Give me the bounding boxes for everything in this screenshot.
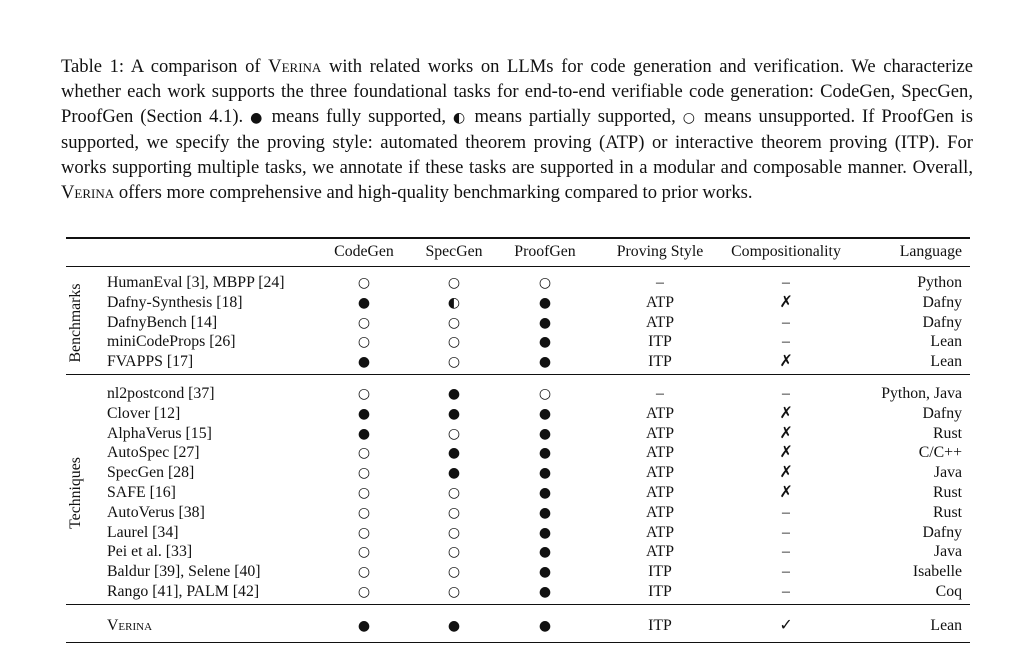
language: Rust: [933, 424, 962, 442]
compositionality: –: [782, 313, 790, 331]
proving-style: ATP: [645, 543, 675, 561]
language: Java: [933, 464, 962, 482]
row-name: FVAPPS [17]: [107, 353, 194, 371]
proofgen-mark: ●: [538, 294, 552, 311]
codegen-mark: ○: [357, 584, 371, 600]
proofgen-mark: ●: [538, 544, 552, 561]
codegen-mark: ○: [357, 485, 371, 501]
compositionality: ✗: [779, 293, 793, 311]
caption-text-3: means fully supported,: [271, 105, 447, 127]
specgen-mark: ○: [447, 354, 461, 371]
table-row: [66, 483, 970, 503]
codegen-mark: ○: [357, 465, 371, 482]
row-name: Dafny-Synthesis [18]: [107, 293, 243, 311]
row-name: SpecGen [28]: [107, 464, 195, 482]
proving-style: ATP: [645, 293, 675, 311]
header-specgen: SpecGen: [425, 243, 483, 260]
table-row: [66, 293, 970, 313]
codegen-mark: ○: [357, 564, 371, 581]
specgen-mark: ●: [447, 445, 461, 462]
language: Isabelle: [912, 563, 962, 581]
proofgen-mark: ●: [538, 445, 552, 462]
table-row: [66, 313, 970, 333]
specgen-mark: ○: [447, 564, 461, 581]
header-compositionality: Compositionality: [731, 243, 841, 260]
proofgen-mark: ●: [538, 314, 552, 331]
header-language: Language: [899, 243, 962, 260]
specgen-mark: ○: [447, 544, 461, 561]
table-row: [66, 424, 970, 444]
table-row: [66, 404, 970, 424]
row-name: Laurel [34]: [107, 523, 179, 541]
language: Lean: [930, 333, 962, 351]
proving-style: ATP: [645, 444, 675, 462]
header-proofgen: ProofGen: [514, 243, 576, 260]
language: Dafny: [922, 293, 962, 311]
specgen-mark: ○: [447, 334, 461, 351]
codegen-mark: ●: [357, 617, 371, 634]
group-label: [66, 273, 86, 372]
language: Lean: [930, 353, 962, 371]
language: C/C++: [918, 444, 962, 462]
language: Dafny: [922, 313, 962, 331]
row-name: nl2postcond [37]: [107, 385, 215, 402]
language: Rust: [933, 503, 962, 521]
table-caption: [61, 55, 973, 205]
row-name: SAFE [16]: [107, 484, 176, 501]
codegen-mark: ○: [357, 275, 371, 291]
table-row: [66, 332, 970, 352]
specgen-mark: ●: [447, 465, 461, 482]
top-rule: [66, 237, 970, 239]
proofgen-mark: ●: [538, 405, 552, 422]
caption-text-1: A comparison of: [130, 56, 261, 77]
header-rule: [66, 266, 970, 267]
row-name: HumanEval [3], MBPP [24]: [107, 274, 285, 291]
table-row: [66, 523, 970, 543]
row-name: AutoVerus [38]: [107, 503, 205, 521]
proofgen-mark: ●: [538, 584, 552, 600]
table-row: [66, 352, 970, 372]
codegen-mark: ○: [357, 524, 371, 541]
proofgen-mark: ●: [538, 485, 552, 501]
row-name: Clover [12]: [107, 404, 181, 422]
codegen-mark: ○: [357, 544, 371, 561]
table-row: [66, 582, 970, 602]
specgen-mark: ○: [447, 485, 461, 501]
proofgen-mark: ○: [538, 275, 552, 291]
codegen-mark: ○: [357, 334, 371, 351]
compositionality: ✗: [779, 424, 793, 442]
caption-text-6: offers more comprehensive and high-quality benchmarking compared to prior works.: [118, 181, 753, 203]
row-name: AlphaVerus [15]: [107, 424, 212, 442]
specgen-mark: ●: [447, 386, 461, 402]
proofgen-mark: ●: [538, 465, 552, 482]
table-row: [66, 503, 970, 523]
caption-label: Table 1:: [61, 56, 125, 77]
compositionality: ✗: [779, 353, 793, 371]
codegen-mark: ●: [357, 405, 371, 422]
specgen-mark: ○: [447, 425, 461, 442]
proving-style: ATP: [645, 503, 675, 521]
language: Rust: [933, 484, 962, 501]
header-codegen: CodeGen: [334, 243, 394, 260]
specgen-mark: ○: [447, 275, 461, 291]
group-rule: [66, 604, 970, 605]
proofgen-mark: ●: [538, 617, 552, 634]
codegen-mark: ●: [357, 294, 371, 311]
proving-style: ATP: [645, 313, 675, 331]
proving-style: ATP: [645, 464, 675, 482]
proofgen-mark: ●: [538, 425, 552, 442]
table-row: [66, 273, 970, 293]
compositionality: –: [782, 523, 790, 541]
specgen-mark: ○: [447, 504, 461, 521]
table-row: [66, 463, 970, 483]
caption-text-5: means unsupported. If ProofGen is supported, we specify the proving style: automated theorem proving (ATP) or interactive theorem proving (ITP). For works supporting multiple tasks, we annotate if these tasks are supported in a modular and composable manner. Overall,: [61, 105, 974, 178]
codegen-mark: ○: [357, 314, 371, 331]
compositionality: ✗: [779, 484, 793, 501]
compositionality: ✗: [779, 444, 793, 462]
language: Python, Java: [881, 385, 962, 402]
compositionality: ✓: [779, 616, 793, 634]
codegen-mark: ○: [357, 386, 371, 402]
codegen-mark: ●: [357, 354, 371, 371]
specgen-mark: ○: [447, 314, 461, 331]
codegen-mark: ●: [357, 425, 371, 442]
group-rule: [66, 374, 970, 375]
caption-verina-2: Verina: [61, 181, 115, 203]
specgen-mark: ○: [447, 524, 461, 541]
compositionality: –: [782, 583, 790, 600]
table-row: [66, 542, 970, 562]
proofgen-mark: ●: [538, 564, 552, 581]
half-circle-icon: ◐: [453, 109, 468, 126]
language: Coq: [935, 583, 962, 600]
group-label: [66, 384, 86, 602]
compositionality: –: [782, 274, 790, 291]
proving-style: ATP: [645, 404, 675, 422]
specgen-mark: ○: [447, 584, 461, 600]
proving-style: ATP: [645, 523, 675, 541]
proofgen-mark: ●: [538, 354, 552, 371]
row-name: Pei et al. [33]: [107, 543, 193, 561]
proofgen-mark: ○: [538, 386, 552, 402]
proving-style: –: [656, 274, 664, 291]
proofgen-mark: ●: [538, 504, 552, 521]
language: Dafny: [922, 523, 962, 541]
caption-text-2: with related works on LLMs for code generation and verification. We characterize whether each work supports the three foundational tasks for end-to-end verifiable code generation: CodeGen, SpecGen, ProofGen (Section 4.1).: [61, 56, 973, 127]
proving-style: ITP: [648, 333, 672, 351]
specgen-mark: ●: [447, 617, 461, 634]
proving-style: ATP: [645, 424, 675, 442]
row-name: DafnyBench [14]: [107, 313, 218, 331]
proving-style: ITP: [648, 353, 672, 371]
row-name: miniCodeProps [26]: [107, 333, 236, 351]
group-label-text: Benchmarks: [67, 283, 84, 362]
table-row: [66, 443, 970, 463]
full-circle-icon: ●: [250, 109, 265, 126]
proving-style: –: [656, 385, 664, 402]
row-name: Verina: [107, 616, 153, 634]
table-row: [66, 384, 970, 404]
proving-style: ITP: [648, 563, 672, 581]
header-row: [66, 242, 970, 262]
verina-row: [66, 616, 970, 636]
proofgen-mark: ●: [538, 334, 552, 351]
codegen-mark: ○: [357, 504, 371, 521]
compositionality: –: [782, 563, 790, 581]
proving-style: ITP: [648, 616, 672, 634]
proofgen-mark: ●: [538, 524, 552, 541]
compositionality: ✗: [779, 404, 793, 422]
codegen-mark: ○: [357, 445, 371, 462]
specgen-mark: ◐: [447, 294, 461, 311]
compositionality: –: [782, 543, 790, 561]
table-row: [66, 562, 970, 582]
compositionality: –: [782, 503, 790, 521]
compositionality: –: [782, 333, 790, 351]
compositionality: ✗: [779, 464, 793, 482]
header-proving-style: Proving Style: [616, 243, 704, 260]
specgen-mark: ●: [447, 405, 461, 422]
caption-text-4: means partially supported,: [474, 105, 676, 127]
proving-style: ITP: [648, 583, 672, 600]
proving-style: ATP: [645, 484, 675, 501]
language: Lean: [930, 616, 962, 634]
group-label-text: Techniques: [67, 457, 84, 529]
language: Python: [917, 274, 962, 291]
row-name: Rango [41], PALM [42]: [107, 583, 260, 600]
row-name: AutoSpec [27]: [107, 444, 200, 462]
bottom-rule: [66, 642, 970, 644]
language: Java: [933, 543, 962, 561]
compositionality: –: [782, 385, 790, 402]
language: Dafny: [922, 404, 962, 422]
caption-verina: Verina: [268, 56, 322, 77]
empty-circle-icon: ○: [682, 109, 698, 126]
row-name: Baldur [39], Selene [40]: [107, 563, 261, 581]
